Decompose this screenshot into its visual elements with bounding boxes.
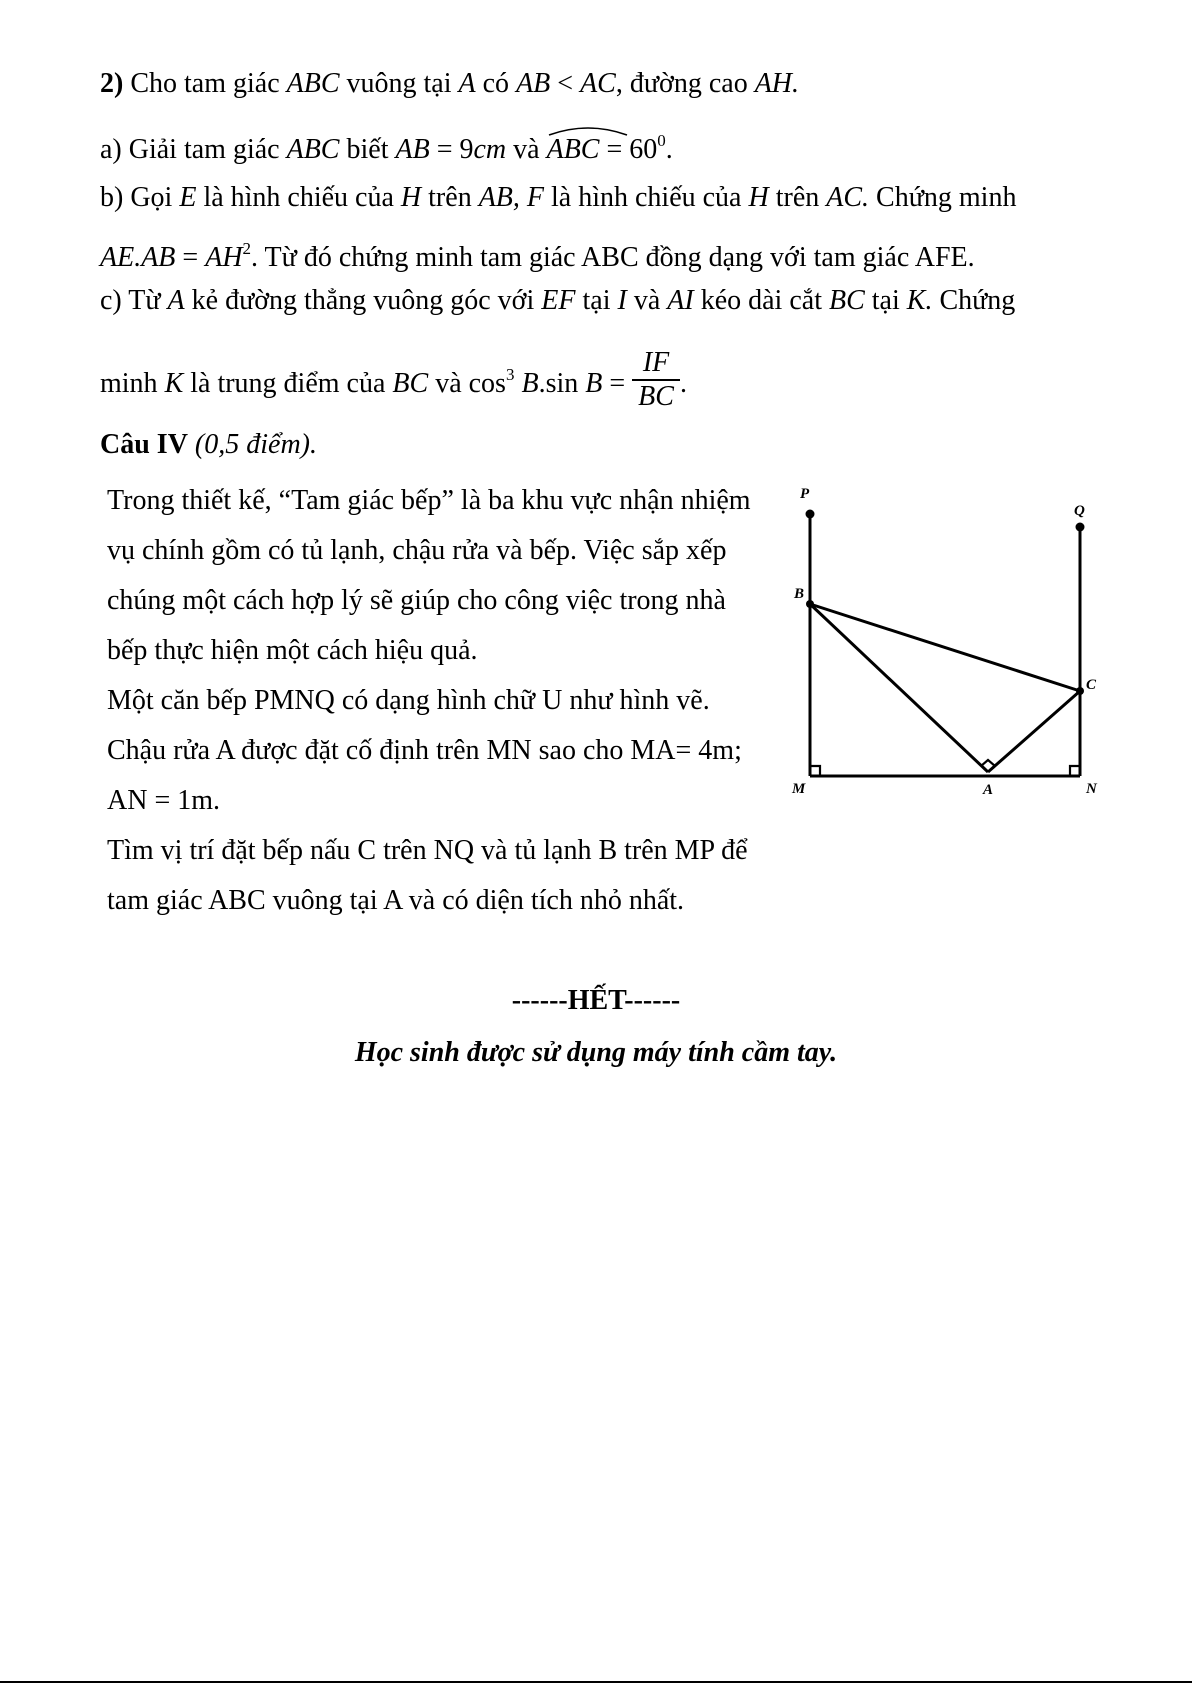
problem-line: chúng một cách hợp lý sẽ giúp cho công việc trong nhà xyxy=(107,585,726,616)
math: BC xyxy=(828,285,865,316)
math: B xyxy=(514,368,539,399)
text: biết xyxy=(339,134,396,165)
text: Chứng xyxy=(932,285,1016,316)
denominator: BC xyxy=(638,380,674,412)
right-angle-a-icon xyxy=(981,760,995,766)
text: Cho tam giác xyxy=(123,68,287,99)
math: AE.AB xyxy=(100,242,176,273)
exponent: 2 xyxy=(242,239,252,258)
math: A xyxy=(458,68,476,99)
question-b-line1 xyxy=(100,181,1016,215)
calculator-note: Học sinh được sử dụng máy tính cầm tay. xyxy=(354,1037,838,1068)
math: EF xyxy=(541,285,576,316)
math: AB xyxy=(516,68,551,99)
segment-ba xyxy=(810,604,988,772)
point-c xyxy=(1076,687,1084,695)
text: . xyxy=(679,368,687,399)
text: , đường cao xyxy=(615,68,755,99)
math: = xyxy=(602,368,633,399)
math: K. xyxy=(906,285,933,316)
segment-bc xyxy=(810,604,1080,691)
problem-line: Chậu rửa A được đặt cố định trên MN sao cho MA= 4m; xyxy=(107,735,742,766)
point-p xyxy=(806,510,815,519)
text: kẻ đường thẳng vuông góc với xyxy=(184,285,542,316)
label-n: N xyxy=(1086,781,1097,797)
text: kéo dài cắt xyxy=(693,285,829,316)
text: b) Gọi xyxy=(100,182,180,213)
cau4-heading xyxy=(100,428,317,462)
text: a) Giải tam giác xyxy=(100,134,287,165)
math: E xyxy=(179,182,197,213)
text: trên xyxy=(768,182,827,213)
text: . xyxy=(665,134,673,165)
math: BC xyxy=(392,368,429,399)
problem-line: vụ chính gồm có tủ lạnh, chậu rửa và bếp. Việc sắp xếp xyxy=(107,535,727,566)
math: = 9 xyxy=(429,134,474,165)
label-a: A xyxy=(983,782,994,798)
math: AC. xyxy=(826,182,870,213)
label-m: M xyxy=(792,781,806,797)
math: ABC xyxy=(286,68,340,99)
math: I xyxy=(617,285,627,316)
math: và cos xyxy=(428,368,506,399)
problem-line: tam giác ABC vuông tại A và có diện tích nhỏ nhất. xyxy=(107,885,685,916)
label-p: P xyxy=(800,486,810,502)
question-title: Câu IV xyxy=(100,429,188,460)
text: và xyxy=(506,134,547,165)
text: vuông tại xyxy=(339,68,459,99)
text: là hình chiếu của xyxy=(544,182,749,213)
text: là hình chiếu của xyxy=(196,182,401,213)
label-q: Q xyxy=(1074,503,1085,519)
question-c-line1 xyxy=(100,284,1015,318)
label-b: B xyxy=(794,586,805,602)
math: A xyxy=(167,285,185,316)
problem-line: bếp thực hiện một cách hiệu quả. xyxy=(107,635,478,666)
degree: 0 xyxy=(657,131,666,150)
problem-text xyxy=(107,476,767,926)
part-number: 2) xyxy=(100,68,124,99)
math: cm xyxy=(473,134,507,165)
text: tại xyxy=(864,285,907,316)
numerator: IF xyxy=(632,347,680,381)
math: AH xyxy=(205,242,243,273)
text: là trung điểm của xyxy=(183,368,393,399)
question-b-line2 xyxy=(100,232,975,275)
math: = xyxy=(175,242,206,273)
math: H xyxy=(748,182,769,213)
problem-line: Trong thiết kế, “Tam giác bếp” là ba khu vực nhận nhiệm xyxy=(107,485,751,516)
fraction-if-bc xyxy=(632,347,680,413)
segment-ac xyxy=(988,691,1080,772)
math: ABC xyxy=(286,134,340,165)
text: có xyxy=(475,68,517,99)
text: Chứng minh xyxy=(869,182,1017,213)
problem-line: Một căn bếp PMNQ có dạng hình chữ U như hình vẽ. xyxy=(107,685,710,716)
angle-hat-icon xyxy=(547,125,629,137)
point-b xyxy=(806,600,814,608)
question-a xyxy=(100,124,673,167)
problem-line: AN = 1m. xyxy=(107,785,221,816)
angle-abc xyxy=(547,133,600,167)
problem-line: Tìm vị trí đặt bếp nấu C trên NQ và tủ lạnh B trên MP để xyxy=(107,835,748,866)
text: < xyxy=(550,68,581,99)
math: = 60 xyxy=(599,134,658,165)
question-points: (0,5 điểm). xyxy=(187,429,317,460)
kitchen-triangle-figure xyxy=(780,484,1110,804)
math: H xyxy=(400,182,422,213)
math: AB xyxy=(395,134,430,165)
math: B xyxy=(578,368,603,399)
math: K xyxy=(164,368,184,399)
point-q xyxy=(1076,523,1085,532)
question-c-line2 xyxy=(100,340,687,419)
exponent: 3 xyxy=(505,365,515,384)
math: AB, F xyxy=(478,182,544,213)
math: .sin xyxy=(538,368,579,399)
text: tại xyxy=(575,285,618,316)
page-bottom-rule xyxy=(0,1681,1192,1683)
end-marker: ------HẾT------ xyxy=(511,985,681,1016)
text: minh xyxy=(100,368,165,399)
math: ABC xyxy=(546,134,600,165)
text: c) Từ xyxy=(100,285,168,316)
part2-intro xyxy=(100,67,799,101)
text: . Từ đó chứng minh tam giác ABC đồng dạng với tam giác AFE. xyxy=(251,242,975,273)
math: AH. xyxy=(754,68,800,99)
math: AI xyxy=(667,285,694,316)
text: và xyxy=(626,285,668,316)
math: AC xyxy=(580,68,616,99)
text: trên xyxy=(421,182,479,213)
label-c: C xyxy=(1086,677,1097,693)
